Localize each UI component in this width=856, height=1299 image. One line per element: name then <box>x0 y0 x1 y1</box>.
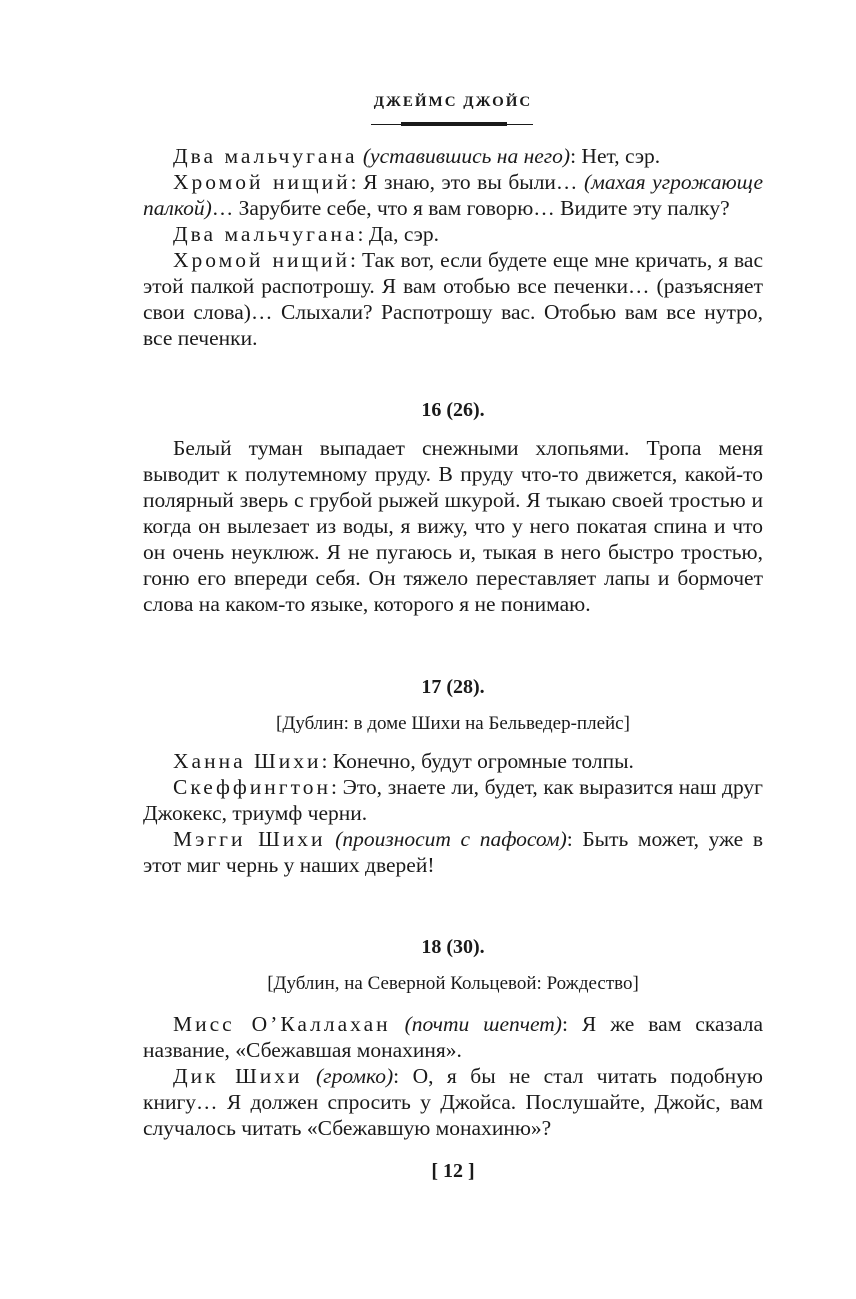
dialogue-line <box>143 826 763 878</box>
line-text: : Я же вам сказала название, «Сбежавшая монахиня». <box>143 1012 763 1062</box>
speaker: Скеффингтон <box>173 775 331 799</box>
section-heading-16: 16 (26). <box>421 399 485 421</box>
dialogue-line <box>143 221 763 247</box>
stage-direction: (громко) <box>316 1064 394 1088</box>
line-text: : Быть может, уже в этот миг чернь у наших дверей! <box>143 827 763 877</box>
line-text: : Так вот, если будете еще мне кричать, я вас этой палкой распотрошу. Я вам отобью все печенки… (разъясняет свои слова)… Слыхали? Распотрошу вас. Отобью вам все нутро, все печенки. <box>143 248 763 350</box>
line-text: : Я знаю, это вы были… <box>350 170 578 194</box>
dialogue-line <box>143 774 763 826</box>
line-text: : Да, сэр. <box>357 222 439 246</box>
speaker: Мисс О’Каллахан <box>173 1012 391 1036</box>
line-text: : Нет, сэр. <box>570 144 661 168</box>
line-text: … Зарубите себе, что я вам говорю… Видите эту палку? <box>211 196 730 220</box>
speaker: Дик Шихи <box>173 1064 303 1088</box>
scene18-dialogue <box>143 1011 763 1141</box>
dialogue-line <box>143 1011 763 1063</box>
scene16-paragraph <box>143 435 763 617</box>
page-number: [ 12 ] <box>431 1160 475 1182</box>
speaker: Два мальчугана <box>173 144 358 168</box>
section-heading-17: 17 (28). <box>421 676 485 698</box>
section-heading-18: 18 (30). <box>421 936 485 958</box>
dialogue-line <box>143 143 763 169</box>
speaker: Хромой нищий <box>173 248 351 272</box>
dialogue-line <box>143 1063 763 1141</box>
speaker: Хромой нищий <box>173 170 351 194</box>
speaker: Ханна Шихи <box>173 749 322 773</box>
dialogue-line <box>143 169 763 221</box>
scene15-dialogue <box>143 143 763 351</box>
line-text: : Это, знаете ли, будет, как выразится наш друг Джокекс, триумф черни. <box>143 775 763 825</box>
stage-setting-18: [Дублин, на Северной Кольцевой: Рождество] <box>267 973 639 994</box>
dialogue-line <box>143 748 763 774</box>
line-text: : О, я бы не стал читать подобную книгу… Я должен спросить у Джойса. Послушайте, Джойс, вам случалось читать «Сбежавшую монахиню»? <box>143 1064 763 1140</box>
line-text: : Конечно, будут огромные толпы. <box>321 749 634 773</box>
stage-direction: (произносит с пафосом) <box>335 827 567 851</box>
stage-setting-17: [Дублин: в доме Шихи на Бельведер-плейс] <box>276 713 630 734</box>
dialogue-line <box>143 247 763 351</box>
header-rule-thick <box>401 122 507 126</box>
scene17-dialogue <box>143 748 763 878</box>
running-head: ДЖЕЙМС ДЖОЙС <box>373 94 533 110</box>
speaker: Мэгги Шихи <box>173 827 326 851</box>
stage-direction: (махая угрожающе палкой) <box>143 170 763 220</box>
speaker: Два мальчугана <box>173 222 358 246</box>
stage-direction: (уставившись на него) <box>362 144 571 168</box>
paragraph: Белый туман выпадает снежными хлопьями. Тропа меня выводит к полутемному пруду. В пруду что-то движется, какой-то полярный зверь с грубой рыжей шкурой. Я тыкаю своей тростью и когда он вылезает из воды, я вижу, что у него покатая спина и что он очень неуклюж. Я не пугаюсь и, тыкая в него быстро тростью, гоню его впереди себя. Он тяжело переставляет лапы и бормочет слова на каком-то языке, которого я не понимаю. <box>143 436 763 616</box>
stage-direction: (почти шепчет) <box>404 1012 562 1036</box>
